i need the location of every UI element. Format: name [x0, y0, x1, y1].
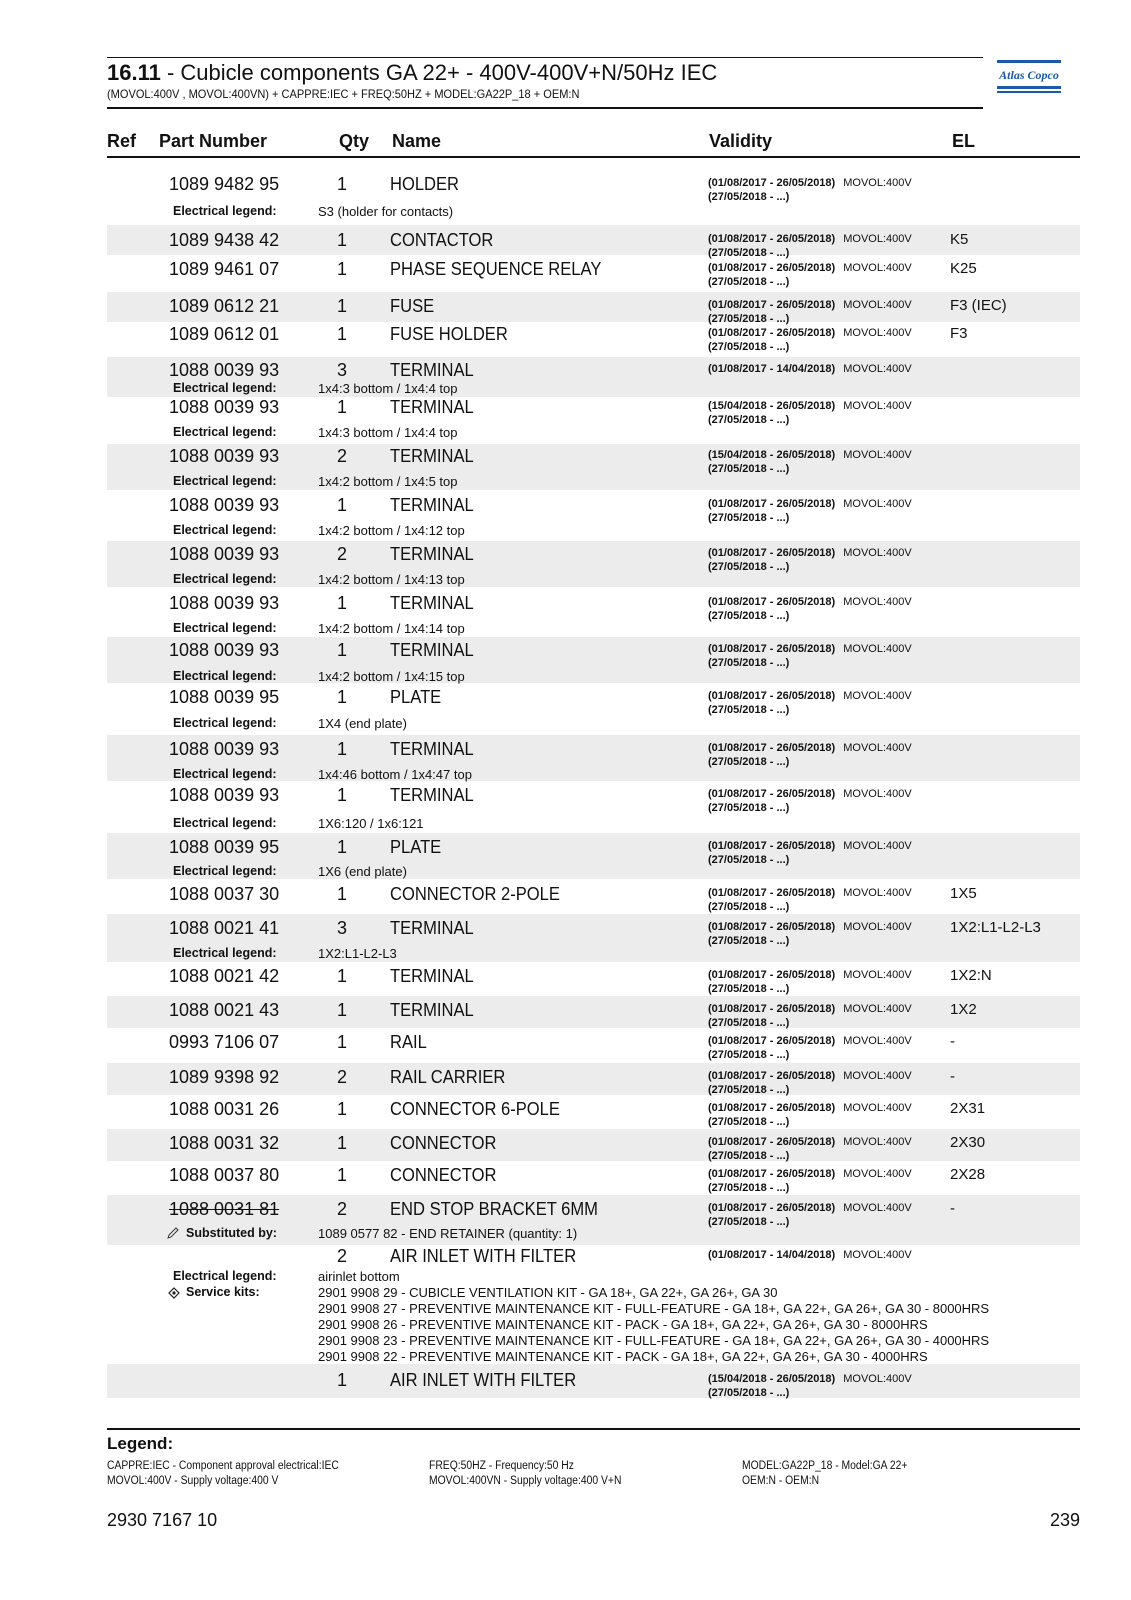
validity-date: (01/08/2017 - 26/05/2018): [708, 1035, 836, 1047]
validity-model: MOVOL:400V: [843, 840, 912, 852]
quantity: 1: [337, 640, 348, 660]
quantity: 3: [337, 360, 348, 380]
quantity: 1: [337, 259, 348, 279]
electrical-legend-value: S3 (holder for contacts): [318, 204, 454, 219]
part-number: 1089 0612 01: [169, 324, 280, 344]
validity-date: (27/05/2018 - ...): [708, 854, 790, 866]
validity-model: MOVOL:400V: [843, 400, 912, 412]
quantity: 1: [337, 324, 348, 344]
quantity: 1: [337, 397, 348, 417]
validity-date: (01/08/2017 - 26/05/2018): [708, 596, 836, 608]
validity-date: (01/08/2017 - 26/05/2018): [708, 177, 836, 189]
validity-date: (01/08/2017 - 26/05/2018): [708, 1102, 836, 1114]
validity-date: (27/05/2018 - ...): [708, 935, 790, 947]
part-number: 1089 9438 42: [169, 230, 280, 250]
part-name: FUSE: [390, 296, 435, 316]
part-name: RAIL: [390, 1032, 427, 1052]
electrical-legend-label: Electrical legend:: [173, 669, 277, 683]
validity-model: MOVOL:400V: [843, 547, 912, 559]
validity: [708, 1372, 912, 1400]
part-name: CONTACTOR: [390, 230, 494, 250]
electrical-legend-label: Electrical legend:: [173, 816, 277, 830]
part-number: 1088 0021 43: [169, 1000, 280, 1020]
quantity: 1: [337, 966, 348, 986]
validity-model: MOVOL:400V: [843, 233, 912, 245]
part-name: PHASE SEQUENCE RELAY: [390, 259, 602, 279]
electrical-legend-label: Electrical legend:: [173, 767, 277, 781]
electrical-ref: K5: [950, 231, 969, 248]
validity: [708, 689, 912, 717]
part-name: RAIL CARRIER: [390, 1067, 506, 1087]
validity-model: MOVOL:400V: [843, 1373, 912, 1385]
part-name: CONNECTOR 2-POLE: [390, 884, 560, 904]
validity-date: (01/08/2017 - 26/05/2018): [708, 690, 836, 702]
validity-model: MOVOL:400V: [843, 363, 912, 375]
legend-box: [107, 1428, 1080, 1487]
validity-model: MOVOL:400V: [843, 596, 912, 608]
service-kit-item: 2901 9908 29 - CUBICLE VENTILATION KIT - GA 18+, GA 22+, GA 26+, GA 30: [318, 1285, 778, 1300]
validity-date: (01/08/2017 - 26/05/2018): [708, 547, 836, 559]
electrical-legend-label: Electrical legend:: [173, 474, 277, 488]
quantity: 2: [337, 1067, 348, 1087]
electrical-legend-label: Electrical legend:: [173, 864, 277, 878]
part-name: CONNECTOR: [390, 1165, 497, 1185]
part-name: HOLDER: [390, 174, 460, 194]
quantity: 1: [337, 1099, 348, 1119]
validity-date: (27/05/2018 - ...): [708, 1182, 790, 1194]
legend-item: CAPPRE:IEC - Component approval electrical:IEC: [107, 1460, 339, 1472]
section-title: [107, 60, 983, 86]
validity-date: (27/05/2018 - ...): [708, 191, 790, 203]
quantity: 1: [337, 174, 348, 194]
electrical-legend-value: 1x4:2 bottom / 1x4:5 top: [318, 474, 458, 489]
part-name: TERMINAL: [390, 1000, 474, 1020]
validity: [708, 399, 912, 427]
electrical-legend-value: 1X6 (end plate): [318, 864, 407, 879]
part-name: PLATE: [390, 837, 442, 857]
validity: [708, 1135, 912, 1163]
validity-model: MOVOL:400V: [843, 921, 912, 933]
part-name: TERMINAL: [390, 918, 474, 938]
part-name: TERMINAL: [390, 593, 474, 613]
validity-date: (01/08/2017 - 26/05/2018): [708, 788, 836, 800]
quantity: 1: [337, 837, 348, 857]
validity-date: (27/05/2018 - ...): [708, 756, 790, 768]
validity-model: MOVOL:400V: [843, 969, 912, 981]
legend-item: FREQ:50HZ - Frequency:50 Hz: [429, 1460, 574, 1472]
validity-date: (01/08/2017 - 26/05/2018): [708, 1168, 836, 1180]
validity-date: (27/05/2018 - ...): [708, 1049, 790, 1061]
part-name: AIR INLET WITH FILTER: [390, 1370, 577, 1390]
validity-date: (01/08/2017 - 26/05/2018): [708, 742, 836, 754]
part-number: 1088 0031 32: [169, 1133, 280, 1153]
validity-date: (27/05/2018 - ...): [708, 1216, 790, 1228]
electrical-legend-label: Electrical legend:: [173, 381, 277, 395]
quantity: 1: [337, 1370, 348, 1390]
validity-date: (27/05/2018 - ...): [708, 983, 790, 995]
electrical-ref: 1X2: [950, 1001, 977, 1018]
section-title-text: - Cubicle components GA 22+ - 400V-400V+N/50Hz IEC: [160, 60, 718, 85]
part-name: TERMINAL: [390, 640, 474, 660]
validity-date: (27/05/2018 - ...): [708, 1387, 790, 1399]
validity-date: (01/08/2017 - 14/04/2018): [708, 1249, 836, 1261]
validity-date: (01/08/2017 - 26/05/2018): [708, 299, 836, 311]
validity-date: (27/05/2018 - ...): [708, 1150, 790, 1162]
electrical-legend-value: 1x4:46 bottom / 1x4:47 top: [318, 767, 472, 782]
legend-item: MOVOL:400V - Supply voltage:400 V: [107, 1475, 279, 1487]
validity-model: MOVOL:400V: [843, 177, 912, 189]
electrical-legend-label: Electrical legend:: [173, 946, 277, 960]
part-number: 1088 0031 81: [169, 1199, 280, 1219]
validity: [708, 362, 912, 376]
part-number: 1088 0037 80: [169, 1165, 280, 1185]
section-number: 16.11: [107, 60, 161, 85]
quantity: 1: [337, 1000, 348, 1020]
validity-date: (01/08/2017 - 26/05/2018): [708, 1070, 836, 1082]
part-name: TERMINAL: [390, 397, 474, 417]
quantity: 2: [337, 1246, 348, 1266]
electrical-legend-label: Electrical legend:: [173, 716, 277, 730]
validity-model: MOVOL:400V: [843, 1136, 912, 1148]
electrical-ref: 1X2:L1-L2-L3: [950, 919, 1041, 936]
validity-date: (01/08/2017 - 26/05/2018): [708, 1136, 836, 1148]
validity-model: MOVOL:400V: [843, 1249, 912, 1261]
validity: [708, 1248, 912, 1262]
part-name: CONNECTOR 6-POLE: [390, 1099, 560, 1119]
quantity: 2: [337, 544, 348, 564]
legend-item: MOVOL:400VN - Supply voltage:400 V+N: [429, 1475, 622, 1487]
col-el: EL: [952, 131, 976, 151]
validity-date: (01/08/2017 - 26/05/2018): [708, 1003, 836, 1015]
quantity: 1: [337, 1165, 348, 1185]
validity-date: (27/05/2018 - ...): [708, 1084, 790, 1096]
validity-date: (27/05/2018 - ...): [708, 247, 790, 259]
validity-model: MOVOL:400V: [843, 262, 912, 274]
logo-text: Atlas Copco: [999, 68, 1059, 82]
electrical-ref: F3 (IEC): [950, 297, 1007, 314]
validity: [708, 920, 912, 948]
quantity: 3: [337, 918, 348, 938]
electrical-ref: 1X5: [950, 885, 977, 902]
electrical-legend-value: 1x4:2 bottom / 1x4:14 top: [318, 621, 465, 636]
quantity: 1: [337, 687, 348, 707]
validity-model: MOVOL:400V: [843, 1202, 912, 1214]
electrical-legend-value: 1x4:2 bottom / 1x4:15 top: [318, 669, 465, 684]
page-number: 239: [1050, 1510, 1081, 1530]
electrical-ref: 2X28: [950, 1166, 986, 1183]
service-kit-item: 2901 9908 22 - PREVENTIVE MAINTENANCE KIT - PACK - GA 18+, GA 22+, GA 26+, GA 30 - 4000HRS: [318, 1349, 928, 1364]
validity-model: MOVOL:400V: [843, 449, 912, 461]
validity-date: (01/08/2017 - 26/05/2018): [708, 840, 836, 852]
electrical-legend-label: Electrical legend:: [173, 572, 277, 586]
electrical-legend-value: 1x4:3 bottom / 1x4:4 top: [318, 425, 458, 440]
part-number: 1089 9398 92: [169, 1067, 280, 1087]
part-number: 1089 9461 07: [169, 259, 280, 279]
service-kit-item: 2901 9908 27 - PREVENTIVE MAINTENANCE KIT - FULL-FEATURE - GA 18+, GA 22+, GA 26+, GA 30 - 8000HRS: [318, 1301, 990, 1316]
validity: [708, 1069, 912, 1097]
validity-date: (27/05/2018 - ...): [708, 561, 790, 573]
validity: [708, 595, 912, 623]
electrical-legend-label: Electrical legend:: [173, 425, 277, 439]
validity-model: MOVOL:400V: [843, 643, 912, 655]
part-name: PLATE: [390, 687, 442, 707]
validity-date: (27/05/2018 - ...): [708, 704, 790, 716]
electrical-legend-label: Electrical legend:: [173, 1269, 277, 1283]
electrical-legend-value: 1x4:2 bottom / 1x4:12 top: [318, 523, 465, 538]
row-band: [107, 1364, 1080, 1398]
validity-date: (27/05/2018 - ...): [708, 657, 790, 669]
part-number: 1089 0612 21: [169, 296, 280, 316]
validity: [708, 176, 912, 204]
validity-date: (27/05/2018 - ...): [708, 512, 790, 524]
quantity: 1: [337, 495, 348, 515]
validity-model: MOVOL:400V: [843, 1070, 912, 1082]
substituted-by-value: 1089 0577 82 - END RETAINER (quantity: 1): [318, 1226, 578, 1241]
validity: [708, 642, 912, 670]
validity-model: MOVOL:400V: [843, 1168, 912, 1180]
service-kit-item: 2901 9908 26 - PREVENTIVE MAINTENANCE KIT - PACK - GA 18+, GA 22+, GA 26+, GA 30 - 8000HRS: [318, 1317, 928, 1332]
validity: [708, 232, 912, 260]
part-name: TERMINAL: [390, 966, 474, 986]
quantity: 1: [337, 1032, 348, 1052]
quantity: 1: [337, 296, 348, 316]
part-number: 1088 0039 93: [169, 397, 280, 417]
validity: [708, 1034, 912, 1062]
electrical-legend-label: Electrical legend:: [173, 621, 277, 635]
pencil-icon: [166, 1226, 180, 1240]
validity-date: (01/08/2017 - 26/05/2018): [708, 1202, 836, 1214]
part-number: 1089 9482 95: [169, 174, 280, 194]
validity: [708, 546, 912, 574]
validity-model: MOVOL:400V: [843, 690, 912, 702]
validity-date: (15/04/2018 - 26/05/2018): [708, 1373, 836, 1385]
validity-date: (01/08/2017 - 14/04/2018): [708, 363, 836, 375]
part-name: TERMINAL: [390, 360, 474, 380]
part-name: TERMINAL: [390, 446, 474, 466]
validity: [708, 261, 912, 289]
electrical-ref: K25: [950, 260, 977, 277]
validity-date: (27/05/2018 - ...): [708, 341, 790, 353]
validity-date: (01/08/2017 - 26/05/2018): [708, 921, 836, 933]
electrical-legend-value: 1X6:120 / 1x6:121: [318, 816, 424, 831]
part-number: 1088 0039 93: [169, 739, 280, 759]
electrical-ref: -: [950, 1200, 955, 1217]
part-name: TERMINAL: [390, 495, 474, 515]
validity-date: (27/05/2018 - ...): [708, 901, 790, 913]
electrical-legend-value: 1X4 (end plate): [318, 716, 407, 731]
validity: [708, 1201, 912, 1229]
part-name: END STOP BRACKET 6MM: [390, 1199, 598, 1219]
validity: [708, 886, 912, 914]
part-name: TERMINAL: [390, 739, 474, 759]
legend-title: Legend:: [107, 1434, 174, 1453]
validity-date: (27/05/2018 - ...): [708, 610, 790, 622]
validity: [708, 298, 912, 326]
validity-model: MOVOL:400V: [843, 1035, 912, 1047]
electrical-ref: 2X30: [950, 1134, 986, 1151]
quantity: 1: [337, 739, 348, 759]
validity: [708, 497, 912, 525]
quantity: 1: [337, 593, 348, 613]
legend-item: OEM:N - OEM:N: [742, 1475, 820, 1487]
service-kits-label: Service kits:: [186, 1285, 260, 1299]
validity-date: (01/08/2017 - 26/05/2018): [708, 233, 836, 245]
part-number: 1088 0039 93: [169, 593, 280, 613]
part-number: 1088 0039 93: [169, 495, 280, 515]
validity-date: (27/05/2018 - ...): [708, 276, 790, 288]
electrical-ref: F3: [950, 325, 968, 342]
part-number: 1088 0039 93: [169, 544, 280, 564]
part-name: AIR INLET WITH FILTER: [390, 1246, 577, 1266]
validity: [708, 787, 912, 815]
part-name: TERMINAL: [390, 785, 474, 805]
electrical-legend-label: Electrical legend:: [173, 204, 277, 218]
validity: [708, 1002, 912, 1030]
validity-model: MOVOL:400V: [843, 788, 912, 800]
part-number: 1088 0039 93: [169, 360, 280, 380]
electrical-legend-value: 1X2:L1-L2-L3: [318, 946, 397, 961]
part-number: 0993 7106 07: [169, 1032, 280, 1052]
part-number: 1088 0021 41: [169, 918, 280, 938]
part-number: 1088 0039 93: [169, 785, 280, 805]
validity-model: MOVOL:400V: [843, 742, 912, 754]
quantity: 2: [337, 446, 348, 466]
quantity: 1: [337, 230, 348, 250]
col-ref: Ref: [107, 131, 137, 151]
electrical-legend-value: 1x4:2 bottom / 1x4:13 top: [318, 572, 465, 587]
quantity: 1: [337, 884, 348, 904]
validity-model: MOVOL:400V: [843, 327, 912, 339]
service-kit-item: 2901 9908 23 - PREVENTIVE MAINTENANCE KIT - FULL-FEATURE - GA 18+, GA 22+, GA 26+, GA 30 - 4000HRS: [318, 1333, 990, 1348]
part-number: 1088 0039 95: [169, 837, 280, 857]
validity-model: MOVOL:400V: [843, 498, 912, 510]
validity-date: (27/05/2018 - ...): [708, 463, 790, 475]
part-name: FUSE HOLDER: [390, 324, 508, 344]
validity-date: (01/08/2017 - 26/05/2018): [708, 643, 836, 655]
doc-number: 2930 7167 10: [107, 1510, 218, 1530]
validity: [708, 326, 912, 354]
part-name: TERMINAL: [390, 544, 474, 564]
electrical-ref: -: [950, 1033, 955, 1050]
part-number: 1088 0031 26: [169, 1099, 280, 1119]
validity-date: (01/08/2017 - 26/05/2018): [708, 262, 836, 274]
substituted-by-label: Substituted by:: [186, 1226, 277, 1240]
column-header: [107, 130, 1080, 158]
part-number: 1088 0037 30: [169, 884, 280, 904]
validity-date: (27/05/2018 - ...): [708, 1116, 790, 1128]
validity: [708, 741, 912, 769]
validity: [708, 968, 912, 996]
validity-date: (15/04/2018 - 26/05/2018): [708, 449, 836, 461]
validity: [708, 448, 912, 476]
col-qty: Qty: [339, 131, 370, 151]
part-number: 1088 0039 95: [169, 687, 280, 707]
quantity: 2: [337, 1199, 348, 1219]
electrical-legend-value: 1x4:3 bottom / 1x4:4 top: [318, 381, 458, 396]
validity-model: MOVOL:400V: [843, 299, 912, 311]
electrical-legend-label: Electrical legend:: [173, 523, 277, 537]
part-number: 1088 0039 93: [169, 446, 280, 466]
col-validity: Validity: [709, 131, 773, 151]
atlas-copco-logo: [997, 60, 1061, 94]
quantity: 1: [337, 785, 348, 805]
validity-date: (27/05/2018 - ...): [708, 414, 790, 426]
header-rule-bottom: [107, 107, 983, 109]
section-header: [107, 57, 983, 109]
part-name: CONNECTOR: [390, 1133, 497, 1153]
validity: [708, 1167, 912, 1195]
validity: [708, 839, 912, 867]
electrical-ref: 2X31: [950, 1100, 986, 1117]
header-rule: [107, 57, 983, 58]
validity-date: (01/08/2017 - 26/05/2018): [708, 327, 836, 339]
validity-date: (01/08/2017 - 26/05/2018): [708, 969, 836, 981]
validity-date: (27/05/2018 - ...): [708, 1017, 790, 1029]
part-number: 1088 0021 42: [169, 966, 280, 986]
validity-model: MOVOL:400V: [843, 1102, 912, 1114]
quantity: 1: [337, 1133, 348, 1153]
col-name: Name: [392, 131, 442, 151]
electrical-ref: 1X2:N: [950, 967, 992, 984]
validity-model: MOVOL:400V: [843, 1003, 912, 1015]
validity: [708, 1101, 912, 1129]
validity-model: MOVOL:400V: [843, 887, 912, 899]
section-subtitle: (MOVOL:400V , MOVOL:400VN) + CAPPRE:IEC + FREQ:50HZ + MODEL:GA22P_18 + OEM:N: [107, 87, 580, 101]
validity-date: (01/08/2017 - 26/05/2018): [708, 887, 836, 899]
diamond-icon: [168, 1286, 180, 1298]
validity-date: (27/05/2018 - ...): [708, 313, 790, 325]
validity-date: (27/05/2018 - ...): [708, 802, 790, 814]
validity-date: (01/08/2017 - 26/05/2018): [708, 498, 836, 510]
part-number: 1088 0039 93: [169, 640, 280, 660]
electrical-ref: -: [950, 1068, 955, 1085]
legend-item: MODEL:GA22P_18 - Model:GA 22+: [742, 1460, 908, 1472]
electrical-legend-value: airinlet bottom: [318, 1269, 400, 1284]
col-part-number: Part Number: [159, 131, 268, 151]
validity-date: (15/04/2018 - 26/05/2018): [708, 400, 836, 412]
